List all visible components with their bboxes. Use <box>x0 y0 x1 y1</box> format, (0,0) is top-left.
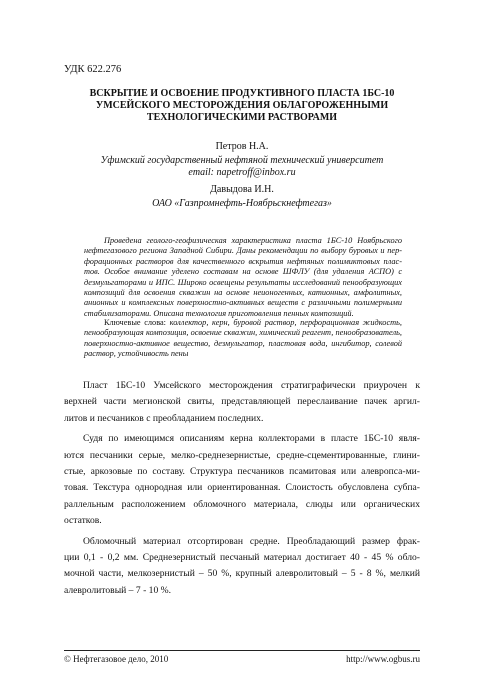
title-line: УМСЕЙСКОГО МЕСТОРОЖДЕНИЯ ОБЛАГОРОЖЕННЫМИ <box>95 100 389 111</box>
body-line: Пласт 1БС-10 Умсейского месторождения стратиграфически приурочен к <box>83 380 420 391</box>
keywords-line: пенообразующая композиция, освоение скважин, химический реагент, пенообразователь, <box>84 328 402 338</box>
footer-copyright: © Нефтегазовое дело, 2010 <box>64 654 169 664</box>
body-line: ются песчаники серые, мелко-среднезернистые, средне-сцементированные, глини- <box>64 449 420 461</box>
abstract-line: анионных и комплексных поверхностно-активных веществ с различными полимерными <box>84 298 402 308</box>
udk-code: УДК 622.276 <box>64 64 122 75</box>
keywords-line: поверхностно-активное вещество, дезмульгатор, пластовая вода, ингибитор, солевой <box>84 338 402 348</box>
author-name: Петров Н.А. <box>215 141 269 152</box>
keywords-line <box>84 318 402 328</box>
title-line: ВСКРЫТИЕ И ОСВОЕНИЕ ПРОДУКТИВНОГО ПЛАСТА 1БС-10 <box>89 88 395 99</box>
body-line: алевролитовый – 7 - 10 %. <box>64 584 172 596</box>
abstract-line: дезмульгаторами и ИПС. Широко освещены результаты исследований пенообразующих <box>84 277 402 287</box>
body-line: верхней части мегионской свиты, представляющей переслаивание пачек аргил- <box>64 396 420 408</box>
body-line: литов и песчаников с преобладанием последних. <box>64 412 264 424</box>
abstract-line: Проведена геолого-геофизическая характеристика пласта 1БС-10 Ноябрьского <box>104 236 402 245</box>
author-name: Давыдова И.Н. <box>210 184 274 195</box>
body-paragraph <box>64 534 420 600</box>
body-line: стые, аркозовые по составу. Структура песчаников псамитовая или алевропса-ми- <box>64 466 420 478</box>
body-text <box>64 378 420 603</box>
footer-divider <box>64 650 420 651</box>
author-email: email: napetroff@inbox.ru <box>188 167 296 178</box>
author-affiliation: Уфимский государственный нефтяной технический университет <box>100 155 384 166</box>
article-title <box>64 88 420 124</box>
body-line: мочной части, мелкозернистый – 50 %, крупный алевролитовый – 5 - 8 %, мелкий <box>64 568 420 580</box>
abstract-line: стабилизаторами. Описана технология приготовления пенных композиций. <box>84 308 354 318</box>
body-line: раллельным расположением обломочного материала, слюды или органических <box>64 498 420 510</box>
abstract-line: нефтегазового региона Западной Сибири. Даны рекомендации по выбору буровых и пер- <box>84 246 402 256</box>
abstract-line: тов. Особое внимание уделено составам на основе ШФЛУ (для удаления АСПО) с <box>84 267 402 277</box>
title-line: ТЕХНОЛОГИЧЕСКИМИ РАСТВОРАМИ <box>146 112 338 123</box>
abstract <box>84 236 402 319</box>
keywords-label: Ключевые слова: <box>104 318 166 327</box>
body-line: ции 0,1 - 0,2 мм. Среднезернистый песчаный материал достигает 40 - 45 % обло- <box>64 552 420 564</box>
body-paragraph <box>64 431 420 529</box>
keywords-text: коллектор, керн, буровой раствор, перфорационная жидкость, <box>169 318 402 327</box>
body-line: Обломочный материал отсортирован средне. Преобладающий размер фрак- <box>83 535 420 547</box>
body-paragraph <box>64 378 420 427</box>
keywords-line: раствор, устойчивость пены <box>84 349 189 359</box>
body-line: Судя по имеющимся описаниям керна коллекторами в пласте 1БС-10 явля- <box>83 433 420 445</box>
abstract-line: форационных растворов для качественного вскрытия нефтяных полимиктовых плас- <box>84 256 402 266</box>
abstract-line: композиций для освоения скважин на основе неионогенных, катионных, амфолитных, <box>84 288 402 298</box>
body-line: товая. Текстура однородная или ориентированная. Слоистость обусловлена субпа- <box>64 482 420 494</box>
keywords <box>84 318 402 360</box>
footer-url[interactable]: http://www.ogbus.ru <box>346 654 420 664</box>
body-line: остатков. <box>64 515 102 527</box>
author-affiliation: ОАО «Газпромнефть-Ноябрьскнефтегаз» <box>152 198 332 209</box>
